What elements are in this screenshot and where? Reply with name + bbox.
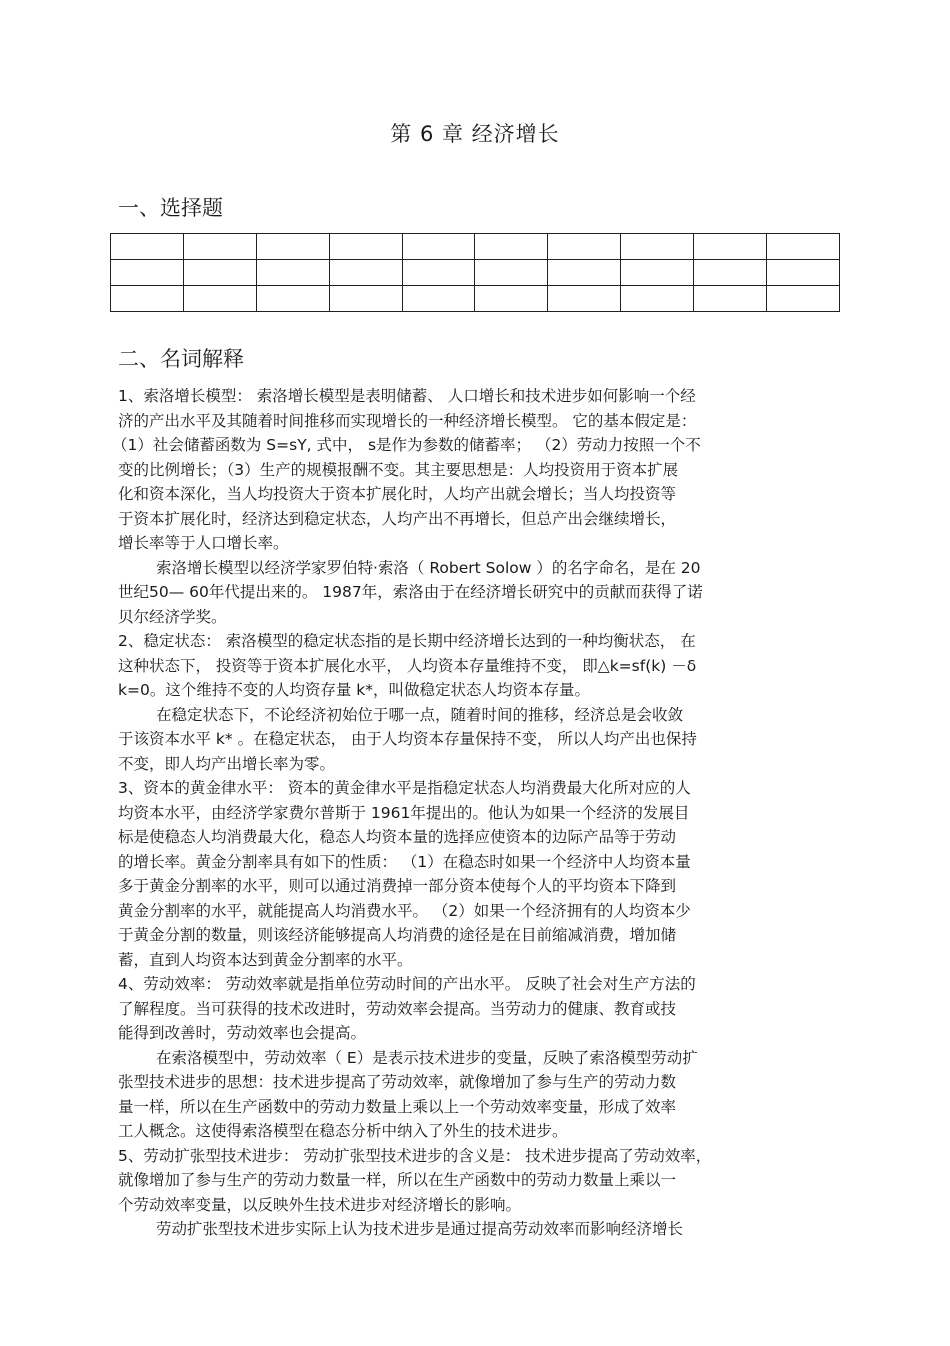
- text-line: 这种状态下， 投资等于资本扩展化水平， 人均资本存量维持不变， 即△k=sf(k) －δ: [118, 656, 697, 675]
- answer-cell: [402, 260, 475, 286]
- answer-cell: [548, 234, 621, 260]
- text-line: 均资本水平，由经济学家费尔普斯于 1961年提出的。他认为如果一个经济的发展目: [118, 803, 690, 822]
- answer-cell: [767, 234, 840, 260]
- text-line: 工人概念。这使得索洛模型在稳态分析中纳入了外生的技术进步。: [118, 1122, 568, 1140]
- answer-cell: [694, 260, 767, 286]
- answer-cell: [694, 286, 767, 312]
- text-line: 1、索洛增长模型： 索洛增长模型是表明储蓄、 人口增长和技术进步如何影响一个经: [118, 387, 696, 405]
- text-line: 黄金分割率的水平，就能提高人均消费水平。 （2）如果一个经济拥有的人均资本少: [118, 901, 691, 920]
- text-line: 在索洛模型中，劳动效率（ E）是表示技术进步的变量，反映了索洛模型劳动扩: [156, 1048, 698, 1067]
- text-line: 个劳动效率变量，以反映外生技术进步对经济增长的影响。: [118, 1195, 522, 1214]
- answer-cell: [183, 234, 256, 260]
- answer-cell: [475, 234, 548, 260]
- section-heading-term-definitions: 二、名词解释: [118, 347, 244, 371]
- text-line: 3、资本的黄金律水平： 资本的黄金律水平是指稳定状态人均消费最大化所对应的人: [118, 779, 691, 797]
- answer-cell: [329, 234, 402, 260]
- text-line: 5、劳动扩张型技术进步： 劳动扩张型技术进步的含义是： 技术进步提高了劳动效率，: [118, 1146, 712, 1165]
- text-line: 的增长率。黄金分割率具有如下的性质： （1）在稳态时如果一个经济中人均资本量: [118, 852, 691, 871]
- answer-cell: [111, 286, 184, 312]
- text-line: 能得到改善时，劳动效率也会提高。: [118, 1024, 367, 1042]
- section-heading-multiple-choice: 一、选择题: [118, 196, 223, 220]
- answer-cell: [548, 286, 621, 312]
- text-line: （1）社会储蓄函数为 S=sY, 式中， s是作为参数的储蓄率； （2）劳动力按照一个不: [112, 436, 701, 454]
- text-line: 变的比例增长；（3）生产的规模报酬不变。其主要思想是：人均投资用于资本扩展: [118, 460, 679, 479]
- text-line: 化和资本深化，当人均投资大于资本扩展化时，人均产出就会增长；当人均投资等: [118, 485, 677, 503]
- answer-cell: [402, 286, 475, 312]
- text-line: 4、劳动效率： 劳动效率就是指单位劳动时间的产出水平。 反映了社会对生产方法的: [118, 975, 696, 993]
- answer-cell: [621, 260, 694, 286]
- text-line: 不变，即人均产出增长率为零。: [118, 754, 336, 773]
- answer-cell: [475, 260, 548, 286]
- text-line: 世纪50— 60年代提出来的。 1987年，索洛由于在经济增长研究中的贡献而获得了诺: [118, 583, 703, 601]
- answer-cell: [256, 234, 329, 260]
- answer-cell: [111, 260, 184, 286]
- answer-cell: [475, 286, 548, 312]
- text-line: 索洛增长模型以经济学家罗伯特·索洛（ Robert Solow ）的名字命名，是在 20: [156, 558, 701, 577]
- text-line: 于资本扩展化时，经济达到稳定状态，人均产出不再增长，但总产出会继续增长，: [118, 509, 677, 528]
- answer-cell: [183, 286, 256, 312]
- answer-grid-row: [111, 234, 840, 260]
- answer-grid-table: [110, 233, 840, 312]
- answer-cell: [329, 260, 402, 286]
- answer-cell: [621, 286, 694, 312]
- text-line: 量一样，所以在生产函数中的劳动力数量上乘以上一个劳动效率变量，形成了效率: [118, 1097, 677, 1116]
- answer-cell: [183, 260, 256, 286]
- text-line: k=0。这个维持不变的人均资存量 k*，叫做稳定状态人均资本存量。: [118, 681, 590, 699]
- definitions-body: [112, 384, 818, 1242]
- answer-cell: [256, 286, 329, 312]
- text-line: 就像增加了参与生产的劳动力数量一样，所以在生产函数中的劳动力数量上乘以一: [118, 1171, 677, 1189]
- answer-cell: [767, 260, 840, 286]
- text-line: 济的产出水平及其随着时间推移而实现增长的一种经济增长模型。 它的基本假定是：: [118, 411, 697, 430]
- answer-cell: [402, 234, 475, 260]
- text-line: 多于黄金分割率的水平，则可以通过消费掉一部分资本使每个人的平均资本下降到: [118, 877, 677, 895]
- text-line: 于黄金分割的数量，则该经济能够提高人均消费的途径是在目前缩减消费，增加储: [118, 926, 677, 944]
- answer-cell: [767, 286, 840, 312]
- page-title: 第 6 章 经济增长: [390, 122, 560, 146]
- text-line: 劳动扩张型技术进步实际上认为技术进步是通过提高劳动效率而影响经济增长: [156, 1220, 684, 1238]
- answer-cell: [548, 260, 621, 286]
- answer-cell: [256, 260, 329, 286]
- text-line: 增长率等于人口增长率。: [118, 534, 289, 552]
- answer-cell: [694, 234, 767, 260]
- text-line: 2、稳定状态： 索洛模型的稳定状态指的是长期中经济增长达到的一种均衡状态， 在: [118, 632, 696, 650]
- answer-cell: [111, 234, 184, 260]
- answer-cell: [621, 234, 694, 260]
- text-line: 在稳定状态下，不论经济初始位于哪一点，随着时间的推移，经济总是会收敛: [156, 705, 684, 724]
- text-line: 标是使稳态人均消费最大化，稳态人均资本量的选择应使资本的边际产品等于劳动: [118, 828, 677, 846]
- text-line: 蓄，直到人均资本达到黄金分割率的水平。: [118, 950, 413, 969]
- answer-grid-row: [111, 260, 840, 286]
- answer-grid-row: [111, 286, 840, 312]
- text-line: 了解程度。当可获得的技术改进时，劳动效率会提高。当劳动力的健康、教育或技: [118, 999, 677, 1018]
- text-line: 贝尔经济学奖。: [118, 607, 227, 626]
- text-line: 张型技术进步的思想：技术进步提高了劳动效率，就像增加了参与生产的劳动力数: [118, 1073, 677, 1091]
- answer-cell: [329, 286, 402, 312]
- text-line: 于该资本水平 k* 。在稳定状态， 由于人均资本存量保持不变， 所以人均产出也保持: [118, 730, 697, 748]
